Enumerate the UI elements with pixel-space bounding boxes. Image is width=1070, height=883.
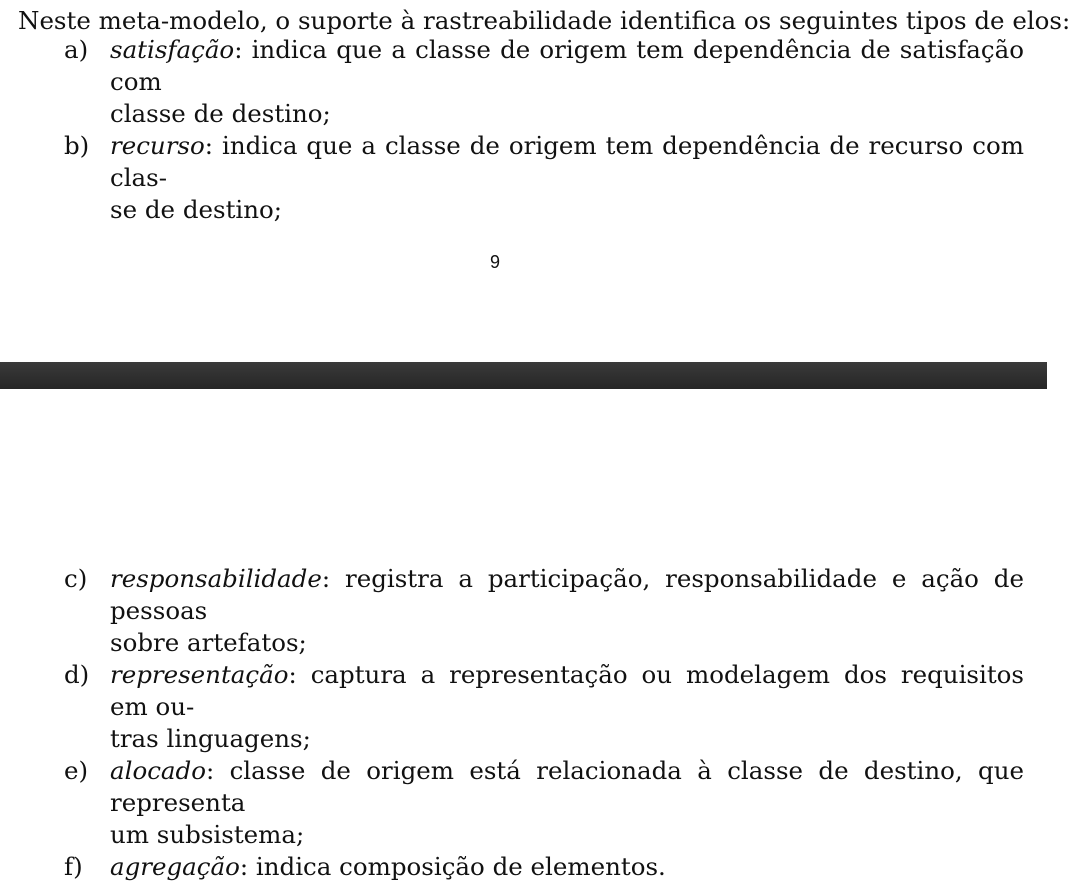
term-alocado: alocado <box>110 756 206 785</box>
item-text: : captura a representação ou modelagem dos requisitos em ou- <box>110 660 1024 721</box>
item-text-cont: se de destino; <box>110 195 283 224</box>
list-marker: e) <box>64 756 89 785</box>
link-types-list-top <box>64 34 1024 226</box>
list-marker: c) <box>64 564 88 593</box>
item-text: : indica composição de elementos. <box>239 852 666 881</box>
item-text-cont: tras linguagens; <box>110 724 311 753</box>
list-item-satisfacao <box>64 34 1024 130</box>
item-text-cont: um subsistema; <box>110 820 305 849</box>
term-agregacao: agregação <box>110 852 240 881</box>
list-item-responsabilidade <box>64 563 1024 659</box>
page-break-divider <box>0 362 1047 389</box>
item-text: : registra a participação, responsabilidade e ação de pessoas <box>110 564 1024 625</box>
list-marker: a) <box>64 35 89 64</box>
list-marker: f) <box>64 852 83 881</box>
page-number: 9 <box>489 252 500 272</box>
item-text: : indica que a classe de origem tem dependência de recurso com clas- <box>110 131 1024 192</box>
list-item-alocado <box>64 755 1024 851</box>
term-satisfacao: satisfação <box>110 35 235 64</box>
list-item-representacao <box>64 659 1024 755</box>
term-representacao: representação <box>110 660 289 689</box>
intro-paragraph: Neste meta-modelo, o suporte à rastreabilidade identifica os seguintes tipos de elos: <box>18 6 1070 35</box>
term-recurso: recurso <box>110 131 205 160</box>
item-text-cont: classe de destino; <box>110 99 331 128</box>
list-item-agregacao <box>64 851 1024 883</box>
link-types-list-bottom <box>64 563 1024 883</box>
item-text-cont: sobre artefatos; <box>110 628 307 657</box>
list-marker: b) <box>64 131 90 160</box>
list-marker: d) <box>64 660 90 689</box>
list-item-recurso <box>64 130 1024 226</box>
item-text: : classe de origem está relacionada à classe de destino, que representa <box>110 756 1024 817</box>
item-text: : indica que a classe de origem tem dependência de satisfação com <box>110 35 1024 96</box>
term-responsabilidade: responsabilidade <box>110 564 322 593</box>
